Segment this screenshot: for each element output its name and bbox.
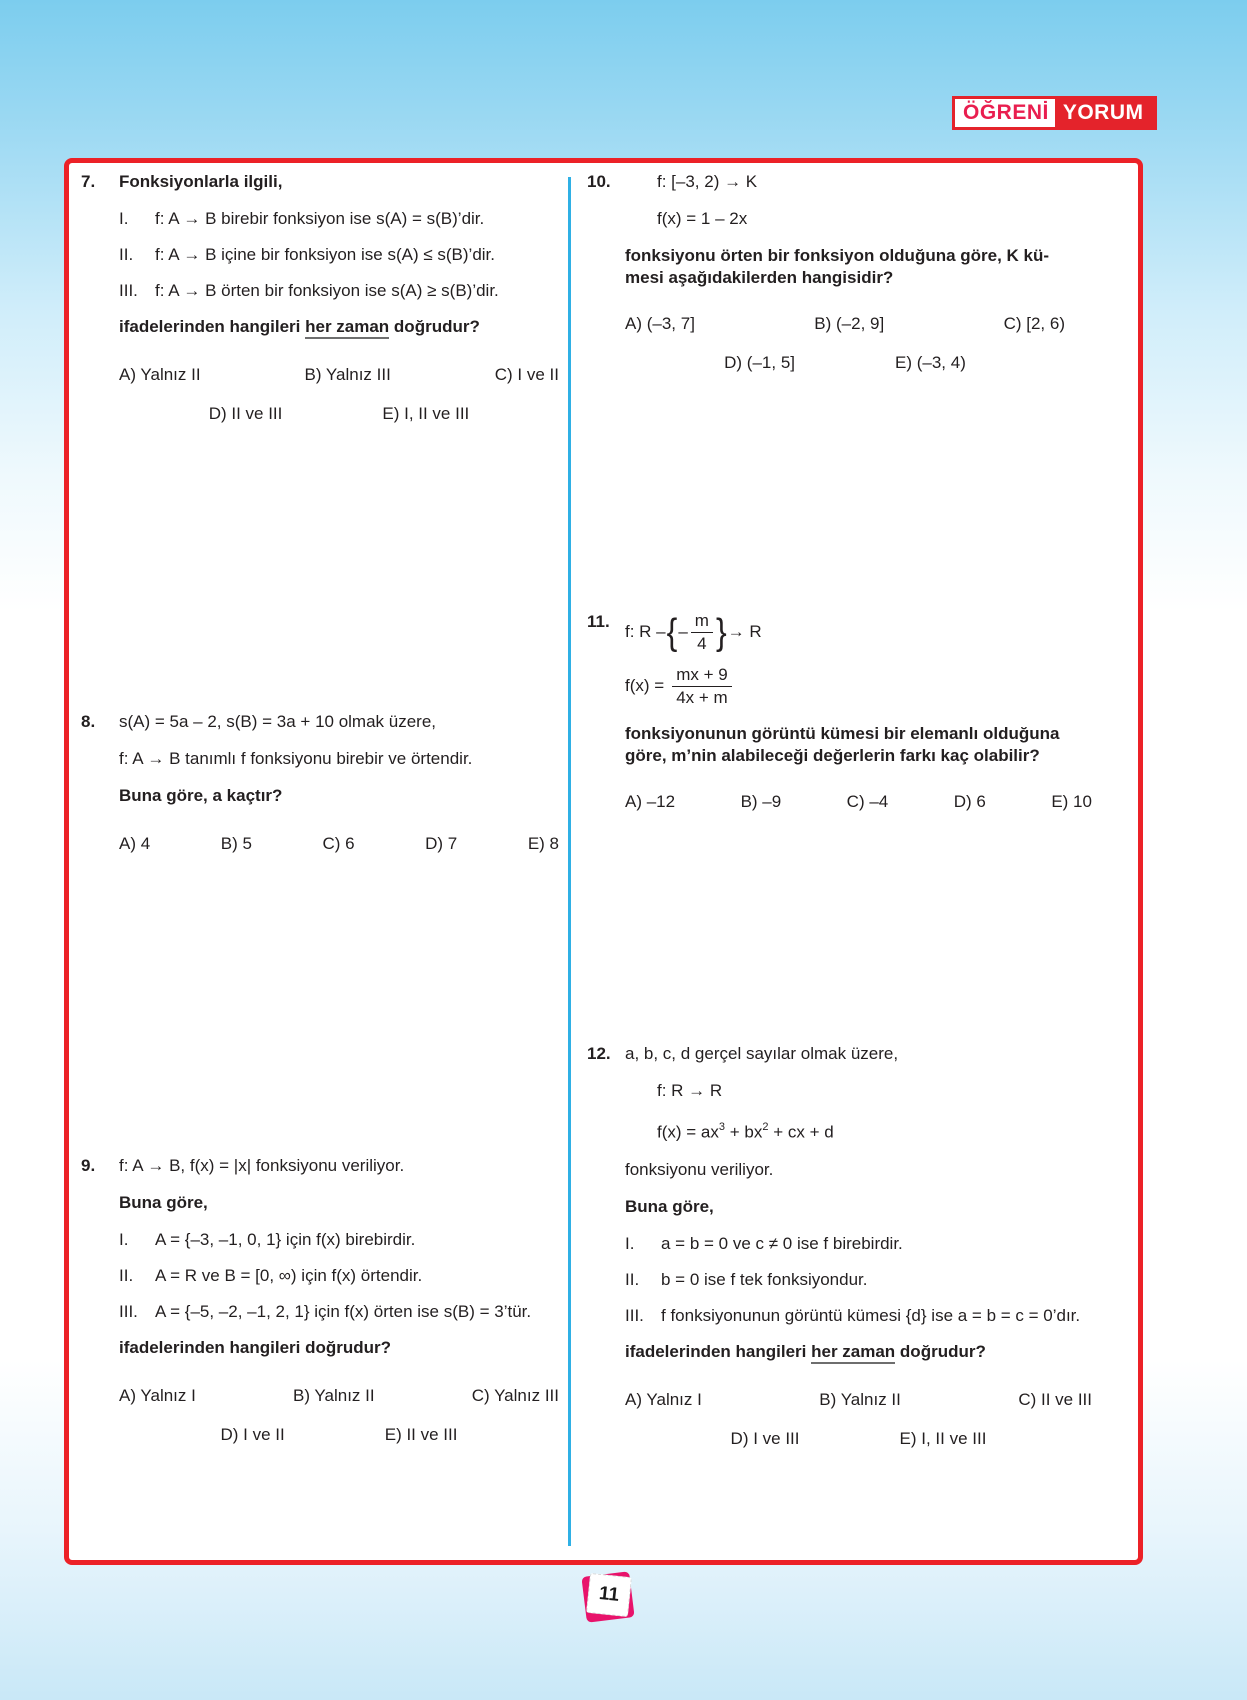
option: E) I, II ve III: [899, 1428, 987, 1448]
options-row: [119, 833, 559, 855]
question-10: [587, 171, 1092, 391]
option: D) I ve II: [220, 1425, 285, 1444]
option: B) 5: [220, 834, 252, 853]
question-9-stem: ifadelerinden hangileri doğrudur?: [119, 1338, 392, 1357]
brand-logo-right: YORUM: [1055, 99, 1154, 127]
option: C) II ve III: [1018, 1389, 1092, 1409]
option: A) 4: [119, 834, 151, 853]
question-8-line: s(A) = 5a – 2, s(B) = 3a + 10 olmak üzere,: [119, 712, 437, 731]
options-row: [625, 1428, 1092, 1450]
question-12: [587, 1043, 1092, 1467]
option: A) Yalnız I: [119, 1386, 196, 1405]
page-number-badge: [581, 1571, 635, 1623]
option: B) Yalnız II: [293, 1386, 375, 1405]
options-row: [119, 403, 559, 425]
option: A) Yalnız I: [625, 1389, 702, 1409]
question-12-stem: ifadelerinden hangileri her zaman doğrudur?: [625, 1341, 1092, 1363]
option: E) I, II ve III: [382, 404, 470, 423]
question-12-mapping: f: R → R: [657, 1081, 723, 1100]
item-label: II.: [119, 1266, 134, 1285]
question-7-stem: ifadelerinden hangileri her zaman doğrudur?: [119, 316, 559, 338]
option: B) (–2, 9]: [814, 314, 885, 333]
item-text: f: A → B örten bir fonksiyon ise s(A) ≥ s(B)’dir.: [155, 281, 499, 300]
option: B) –9: [740, 792, 782, 812]
option: B) Yalnız II: [819, 1389, 901, 1409]
question-11-mapping: f: R – { – $\frac{m}{4}$ } → R: [625, 611, 762, 653]
fraction: $\frac{mx + 9}{4x + m}$: [672, 665, 732, 707]
item-text: A = {–3, –1, 0, 1} için f(x) birebirdir.: [155, 1230, 416, 1249]
question-7-number: 7.: [81, 172, 96, 191]
item-label: II.: [119, 245, 134, 264]
option: A) Yalnız II: [119, 365, 201, 384]
statement-item: [119, 1301, 559, 1323]
options-row: [119, 364, 559, 386]
question-sheet: [64, 158, 1143, 1565]
question-8-line: f: A → B tanımlı f fonksiyonu birebir ve örtendir.: [119, 749, 473, 768]
question-7-title: Fonksiyonlarla ilgili,: [119, 172, 283, 191]
item-label: I.: [119, 209, 129, 228]
option: C) 6: [322, 834, 355, 853]
options-row: [625, 352, 1065, 374]
question-11-formula: f(x) = $\frac{mx + 9}{4x + m}$: [625, 665, 1092, 707]
question-12-line: fonksiyonu veriliyor.: [625, 1159, 774, 1179]
question-7: [81, 171, 559, 442]
statement-item: [119, 208, 559, 230]
item-label: III.: [625, 1305, 644, 1325]
question-9-number: 9.: [81, 1156, 96, 1175]
brace-open: {: [666, 611, 678, 653]
question-12-lead: Buna göre,: [625, 1196, 714, 1216]
underlined-phrase: her zaman: [811, 1342, 895, 1364]
question-12-number: 12.: [587, 1044, 611, 1063]
brace-close: }: [715, 611, 727, 653]
statement-item: [625, 1305, 1092, 1327]
question-11: [587, 611, 1092, 830]
statement-item: [625, 1269, 1092, 1291]
item-label: I.: [119, 1230, 129, 1249]
statement-item: [119, 244, 559, 266]
question-11-stem: fonksiyonunun görüntü kümesi bir elemanlı olduğuna göre, m’nin alabileceği değerlerin farkı kaç olabilir?: [625, 724, 1060, 766]
question-8: [81, 711, 559, 872]
option: D) 6: [953, 792, 986, 812]
column-divider: [568, 177, 571, 1546]
item-text: f: A → B birebir fonksiyon ise s(A) = s(B)’dir.: [155, 209, 485, 228]
statement-item: [119, 1229, 559, 1251]
option: D) I ve III: [730, 1428, 800, 1448]
option: C) Yalnız III: [471, 1386, 559, 1405]
option: E) II ve III: [384, 1425, 458, 1444]
brand-logo-left: ÖĞRENİ: [955, 99, 1055, 127]
page-number: 11: [586, 1573, 632, 1617]
question-12-line: a, b, c, d gerçel sayılar olmak üzere,: [625, 1044, 899, 1063]
item-label: II.: [625, 1269, 640, 1289]
fraction: $\frac{m}{4}$: [691, 611, 713, 653]
option: E) 10: [1051, 792, 1092, 812]
brand-logo: [952, 96, 1157, 130]
option: E) 8: [527, 834, 559, 853]
option: D) 7: [425, 834, 458, 853]
option: C) [2, 6): [1003, 314, 1065, 333]
question-10-formula: f(x) = 1 – 2x: [657, 209, 748, 228]
option: C) I ve II: [494, 365, 559, 384]
option: E) (–3, 4): [895, 353, 966, 372]
item-label: III.: [119, 1302, 138, 1321]
question-12-formula: $f(x) = ax^3 + bx^2$ + cx + d: [657, 1121, 834, 1142]
question-9-line: f: A → B, f(x) = |x| fonksiyonu veriliyor.: [119, 1156, 405, 1175]
item-text: A = {–5, –2, –1, 2, 1} için f(x) örten ise s(B) = 3’tür.: [155, 1302, 532, 1321]
question-9-lead: Buna göre,: [119, 1193, 208, 1212]
statement-item: [119, 280, 559, 302]
question-10-number: 10.: [587, 172, 611, 191]
question-8-stem: Buna göre, a kaçtır?: [119, 786, 283, 805]
options-row: [119, 1424, 559, 1446]
item-text: f fonksiyonunun görüntü kümesi {d} ise a = b = c = 0’dır.: [661, 1305, 1081, 1325]
option: A) (–3, 7]: [625, 314, 695, 333]
statement-item: [625, 1233, 1092, 1255]
underlined-phrase: her zaman: [305, 317, 389, 339]
option: D) II ve III: [208, 404, 283, 423]
question-11-number: 11.: [587, 612, 610, 631]
question-10-formula: f: [–3, 2) → K: [657, 172, 758, 191]
options-row: [625, 1389, 1092, 1411]
option: B) Yalnız III: [304, 365, 391, 384]
option: A) –12: [625, 792, 676, 812]
options-row: [119, 1385, 559, 1407]
item-label: I.: [625, 1233, 635, 1253]
option: C) –4: [846, 792, 889, 812]
question-8-number: 8.: [81, 712, 96, 731]
item-label: III.: [119, 281, 138, 300]
item-text: A = R ve B = [0, ∞) için f(x) örtendir.: [155, 1266, 423, 1285]
item-text: b = 0 ise f tek fonksiyondur.: [661, 1269, 868, 1289]
item-text: a = b = 0 ve c ≠ 0 ise f birebirdir.: [661, 1233, 903, 1253]
question-9: [81, 1155, 559, 1463]
item-text: f: A → B içine bir fonksiyon ise s(A) ≤ s(B)’dir.: [155, 245, 495, 264]
question-10-stem: fonksiyonu örten bir fonksiyon olduğuna göre, K kü- mesi aşağıdakilerden hangisidir?: [625, 246, 1050, 287]
options-row: [625, 791, 1092, 813]
option: D) (–1, 5]: [724, 353, 795, 372]
statement-item: [119, 1265, 559, 1287]
options-row: [625, 313, 1065, 335]
